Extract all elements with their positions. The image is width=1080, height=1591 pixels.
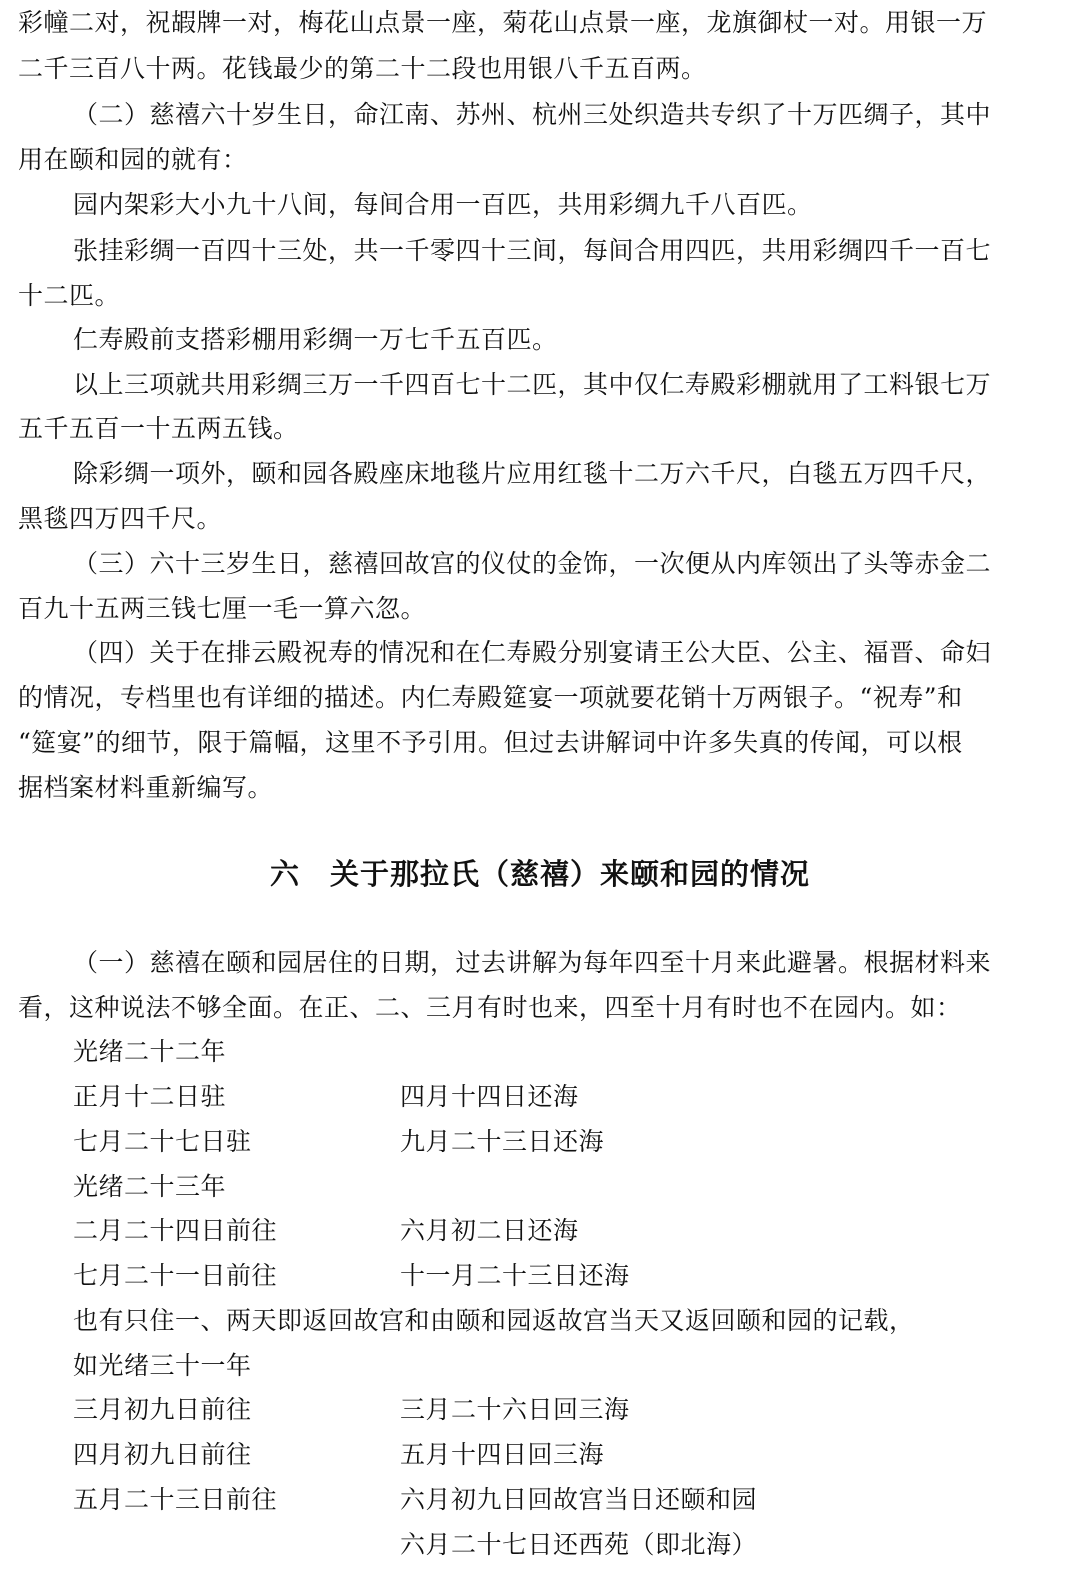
paragraph-line: 十二匹。 <box>18 281 121 310</box>
schedule-departure: 十一月二十三日还海 <box>400 1261 630 1290</box>
schedule-year: 光绪二十三年 <box>73 1172 227 1201</box>
paragraph-line: 百九十五两三钱七厘一毛一算六忽。 <box>18 594 427 623</box>
schedule-arrival: 正月十二日驻 <box>73 1082 227 1111</box>
schedule-arrival: 五月二十三日前往 <box>73 1485 278 1514</box>
paragraph-line: （二）慈禧六十岁生日，命江南、苏州、杭州三处织造共专织了十万匹绸子，其中 <box>73 100 992 129</box>
paragraph-line: 张挂彩绸一百四十三处，共一千零四十三间，每间合用四匹，共用彩绸四千一百七 <box>73 236 992 265</box>
paragraph-line: （一）慈禧在颐和园居住的日期，过去讲解为每年四至十月来此避暑。根据材料来 <box>73 948 992 977</box>
paragraph-line: “筵宴”的细节，限于篇幅，这里不予引用。但过去讲解词中许多失真的传闻，可以根 <box>18 728 963 757</box>
schedule-departure: 五月十四日回三海 <box>400 1440 605 1469</box>
schedule-departure: 六月初九日回故宫当日还颐和园 <box>400 1485 758 1514</box>
schedule-departure: 九月二十三日还海 <box>400 1127 605 1156</box>
schedule-arrival: 三月初九日前往 <box>73 1395 252 1424</box>
schedule-note: 也有只住一、两天即返回故宫和由颐和园返故宫当天又返回颐和园的记载， <box>73 1306 915 1335</box>
schedule-year: 如光绪三十一年 <box>73 1351 252 1380</box>
section-heading: 六 关于那拉氏（慈禧）来颐和园的情况 <box>269 857 810 891</box>
schedule-departure: 六月二十七日还西苑（即北海） <box>400 1530 758 1559</box>
paragraph-line: 以上三项就共用彩绸三万一千四百七十二匹，其中仅仁寿殿彩棚就用了工料银七万 <box>73 370 992 399</box>
paragraph-line: 园内架彩大小九十八间，每间合用一百匹，共用彩绸九千八百匹。 <box>73 190 813 219</box>
paragraph-line: 五千五百一十五两五钱。 <box>18 414 299 443</box>
schedule-year: 光绪二十二年 <box>73 1037 227 1066</box>
paragraph-line: 彩幢二对，祝嘏牌一对，梅花山点景一座，菊花山点景一座，龙旗御杖一对。用银一万 <box>18 8 988 37</box>
schedule-departure: 四月十四日还海 <box>400 1082 579 1111</box>
paragraph-line: 黑毯四万四千尺。 <box>18 504 223 533</box>
schedule-arrival: 七月二十七日驻 <box>73 1127 252 1156</box>
schedule-arrival: 二月二十四日前往 <box>73 1216 278 1245</box>
paragraph-line: 据档案材料重新编写。 <box>18 773 274 802</box>
paragraph-line: 看，这种说法不够全面。在正、二、三月有时也来，四至十月有时也不在园内。如： <box>18 993 962 1022</box>
paragraph-line: （四）关于在排云殿祝寿的情况和在仁寿殿分别宴请王公大臣、公主、福晋、命妇 <box>73 638 992 667</box>
schedule-departure: 六月初二日还海 <box>400 1216 579 1245</box>
paragraph-line: 用在颐和园的就有： <box>18 145 248 174</box>
schedule-arrival: 七月二十一日前往 <box>73 1261 278 1290</box>
paragraph-line: 的情况，专档里也有详细的描述。内仁寿殿筵宴一项就要花销十万两银子。“祝寿”和 <box>18 683 963 712</box>
paragraph-line: 二千三百八十两。花钱最少的第二十二段也用银八千五百两。 <box>18 54 707 83</box>
paragraph-line: 仁寿殿前支搭彩棚用彩绸一万七千五百匹。 <box>73 325 558 354</box>
paragraph-line: （三）六十三岁生日，慈禧回故宫的仪仗的金饰，一次便从内库领出了头等赤金二 <box>73 549 992 578</box>
paragraph-line: 除彩绸一项外，颐和园各殿座床地毯片应用红毯十二万六千尺，白毯五万四千尺， <box>73 459 992 488</box>
schedule-arrival: 四月初九日前往 <box>73 1440 252 1469</box>
schedule-departure: 三月二十六日回三海 <box>400 1395 630 1424</box>
